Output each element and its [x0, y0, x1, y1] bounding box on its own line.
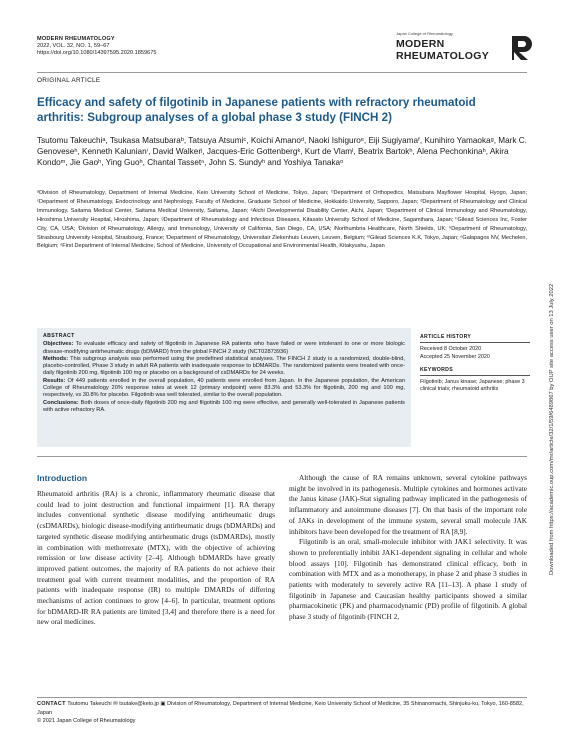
copyright: © 2021 Japan College of Rheumatology — [37, 718, 136, 725]
logo-line1: MODERN — [396, 38, 445, 50]
abstract-heading: ABSTRACT — [43, 333, 75, 339]
logo-line2: RHEUMATOLOGY — [396, 50, 490, 62]
intro-paragraph-3: Filgotinib is an oral, small-molecule inhibitor with JAK1 selectivity. It was shown to preferentially inhibit JAK1-dependent signaling in cellular and whole blood assays [10]. Filgotinib has demonstrated clinical efficacy, both in combination with MTX and as a monotherapy, in phase 2 and phase 3 studies in patients with moderately to severely active RA [11–13]. A phase 1 study of filgotinib in Japanese and Caucasian healthy participants showed a similar pharmacokinetic (PK) and pharmacodynamic (PD) profile of filgotinib. A global phase 3 study of filgotinib (FINCH 2, — [289, 537, 527, 622]
keywords-rule — [420, 375, 530, 376]
mid-divider — [37, 456, 527, 457]
objectives-label: Objectives: — [43, 341, 74, 348]
contact-footer — [37, 700, 527, 726]
contact-text: Tsutomu Takeuchi ✉ tsutake@keio.jp ▣ Division of Rheumatology, Department of Internal Medicine, Keio University School of Medicine, 35 Shinanomachi, Shinjuku-ku, Tokyo, 160-8582, Japan — [37, 701, 524, 716]
keywords-heading: KEYWORDS — [420, 366, 453, 373]
intro-paragraph-1: Rheumatoid arthritis (RA) is a chronic, inflammatory rheumatic disease that could lead to joint destruction and functional impairment [1]. RA therapy includes conventional synthetic disease modifying antirheumatic drugs (csDMARDs), biologic disease-modifying antirheumatic drugs (bDMARDs) and targeted synthetic disease modifying antirheumatic drugs (tsDMARDs), mostly in combination with methotrexate (MTX), with the objective of achieving remission or low disease activity [2–4]. Although bDMARDs have greatly improved patient outcomes, the majority of RA patients do not achieve their treatment goal with current treatment modalities, and the proportion of RA patients with inadequate response (IR) to multiple DMARDs of differing mechanisms of action continues to grow [4–6]. In particular, treatment options for bDMARD-IR RA patients are limited [3,4] and therefore there is a need for new oral medicines. — [37, 489, 275, 627]
keywords-text: Filgotinib; Janus kinase; Japanese; phase 3 clinical trials; rheumatoid arthritis — [420, 379, 525, 393]
results-label: Results: — [43, 377, 66, 384]
journal-doi-link[interactable]: https://doi.org/10.1080/14397595.2020.1859675 — [37, 50, 157, 57]
journal-info — [37, 36, 156, 58]
abstract — [43, 333, 405, 414]
intro-paragraph-2: Although the cause of RA remains unknown, several cytokine pathways might be involved in its pathogenesis. Multiple cytokines and hormones activate the Janus kinase (JAK)-Stat signaling pathway implicated in the pathogenesis of inflammatory and autoimmune diseases [7]. On that basis of the important role of JAKs in development of the immune system, several small molecule JAK inhibitors have been developed for the treatment of RA [8,9]. — [289, 473, 527, 536]
contact-label: CONTACT — [37, 701, 66, 707]
conclusions-label: Conclusions: — [43, 399, 79, 406]
logo-publisher: Japan College of Rheumatology — [396, 31, 453, 36]
methods-label: Methods: — [43, 355, 69, 362]
bottom-divider — [37, 697, 527, 698]
conclusions-text: Both doses of once-daily filgotinib 200 mg and filgotinib 100 mg were effective, and generally well-tolerated in Japanese patients with active refractory RA. — [43, 399, 405, 413]
results-text: Of 449 patients enrolled in the overall population, 40 patients were enrolled from Japan. In the Japanese population, the American College of Rheumatology 20% response rates at week 12 (primary endpoint) were 83.3% and 53.3% for filgotinib, 200 mg and 100 mg, respectively, vs 30.8% for placebo. Filgotinib was well tolerated, similar to the overall population. — [43, 377, 405, 399]
received-date: Received 8 October 2020 — [420, 346, 482, 353]
article-title: Efficacy and safety of filgotinib in Japanese patients with refractory rheumatoid arthritis: Subgroup analyses of a global phase 3 study (FINCH 2) — [37, 96, 476, 124]
logo-mark-icon — [510, 34, 536, 62]
affiliations: ᵃDivision of Rheumatology, Department of Internal Medicine, Keio University School of Medicine, Tokyo, Japan; ᵇDepartment of Orthopedics, Matsubara Mayflower Hospital, Hyogo, Japan; ᶜDepartment of Rheumatology, Endocrinology and Nephrology, Faculty of Medicine, Graduate School of Medicine, Hokkaido University, Sapporo, Japan; ᵈDepartment of Rheumatology and Clinical Immunology, Saitama Medical Center, Saitama Medical University, Saitama, Japan; ᵉAichi Developmental Disability Center, Aichi, Japan; ᶠDepartment of Clinical Immunology and Rheumatology, Hiroshima University Hospital, Hiroshima, Japan; ᵍDepartment of Rheumatology and Infectious Diseases, Kitasato University School of Medicine, Sagamihara, Japan; ʰGilead Sciences Inc, Foster City, CA, USA; ⁱDivision of Rheumatology, Allergy, and Immunology, University of California, San Diego, CA, USA; ʲNorthumbria Healthcare, North Shields, UK; ᵏDepartment of Rheumatology, Strasbourg University Hospital, Strasbourg, France; ˡDepartment of Rheumatology, Universitair Ziekenhuis Leuven, Leuven, Belgium; ᵐGilead Sciences K.K, Tokyo, Japan; ⁿGalapagos NV, Mechelen, Belgium; ᵒFirst Department of Internal Medicine, School of Medicine, University of Occupational and Environmental Health, Kitakyushu, Japan — [37, 190, 527, 250]
intro-column-1 — [37, 489, 275, 628]
author-list: Tsutomu Takeuchiᵃ, Tsukasa Matsubaraᵇ, Tatsuya Atsumiᶜ, Koichi Amanoᵈ, Naoki Ishiguroᵉ, Eiji Sugiyamaᶠ, Kunihiro Yamaokaᵍ, Mark C. Genoveseʰ, Kenneth Kalunianⁱ, David Walkerʲ, Jacques-Eric Gottenbergᵏ, Kurt de Vlamˡ, Beatrix Bartokʰ, Alena Pechonkinaʰ, Akira Kondoᵐ, Jie Gaoʰ, Ying Guoʰ, Chantal Tassetⁿ, John S. Sundyʰ and Yoshiya Tanakaᵒ — [37, 136, 527, 168]
journal-name: MODERN RHEUMATOLOGY — [37, 36, 115, 42]
journal-logo — [396, 28, 536, 70]
objectives-text: To evaluate efficacy and safety of filgotinib in Japanese RA patients who have failed or were intolerant to one or more biologic disease-modifying antirheumatic drugs (bDMARD) from the global FINCH 2 study (NCT02873936) — [43, 341, 405, 355]
journal-volume: 2022, VOL. 32, NO. 1, 59–67 — [37, 43, 110, 50]
article-sidebar — [420, 334, 530, 394]
accepted-date: Accepted 25 November 2020 — [420, 353, 490, 360]
top-divider — [37, 72, 527, 73]
history-rule — [420, 342, 530, 343]
methods-text: This subgroup analysis was performed using the predefined statistical analyses. The FINCH 2 study is a randomized, double-blind, placebo-controlled, Phase 3 study in adult RA patients with inadequate response to bDMARDs. The randomized patients were treated with once-daily filgotinib 200 mg, filgotinib 100 mg or placebo on a background of csDMARDs for 24 weeks. — [43, 355, 405, 377]
download-watermark: Downloaded from https://academic.oup.com/mr/article/32/1/59/6489867 by OUP site access user on 13 July 2022 — [549, 283, 555, 575]
intro-column-2 — [289, 473, 527, 623]
intro-heading: Introduction — [37, 473, 88, 483]
history-heading: ARTICLE HISTORY — [420, 334, 472, 340]
article-type: ORIGINAL ARTICLE — [37, 77, 101, 84]
